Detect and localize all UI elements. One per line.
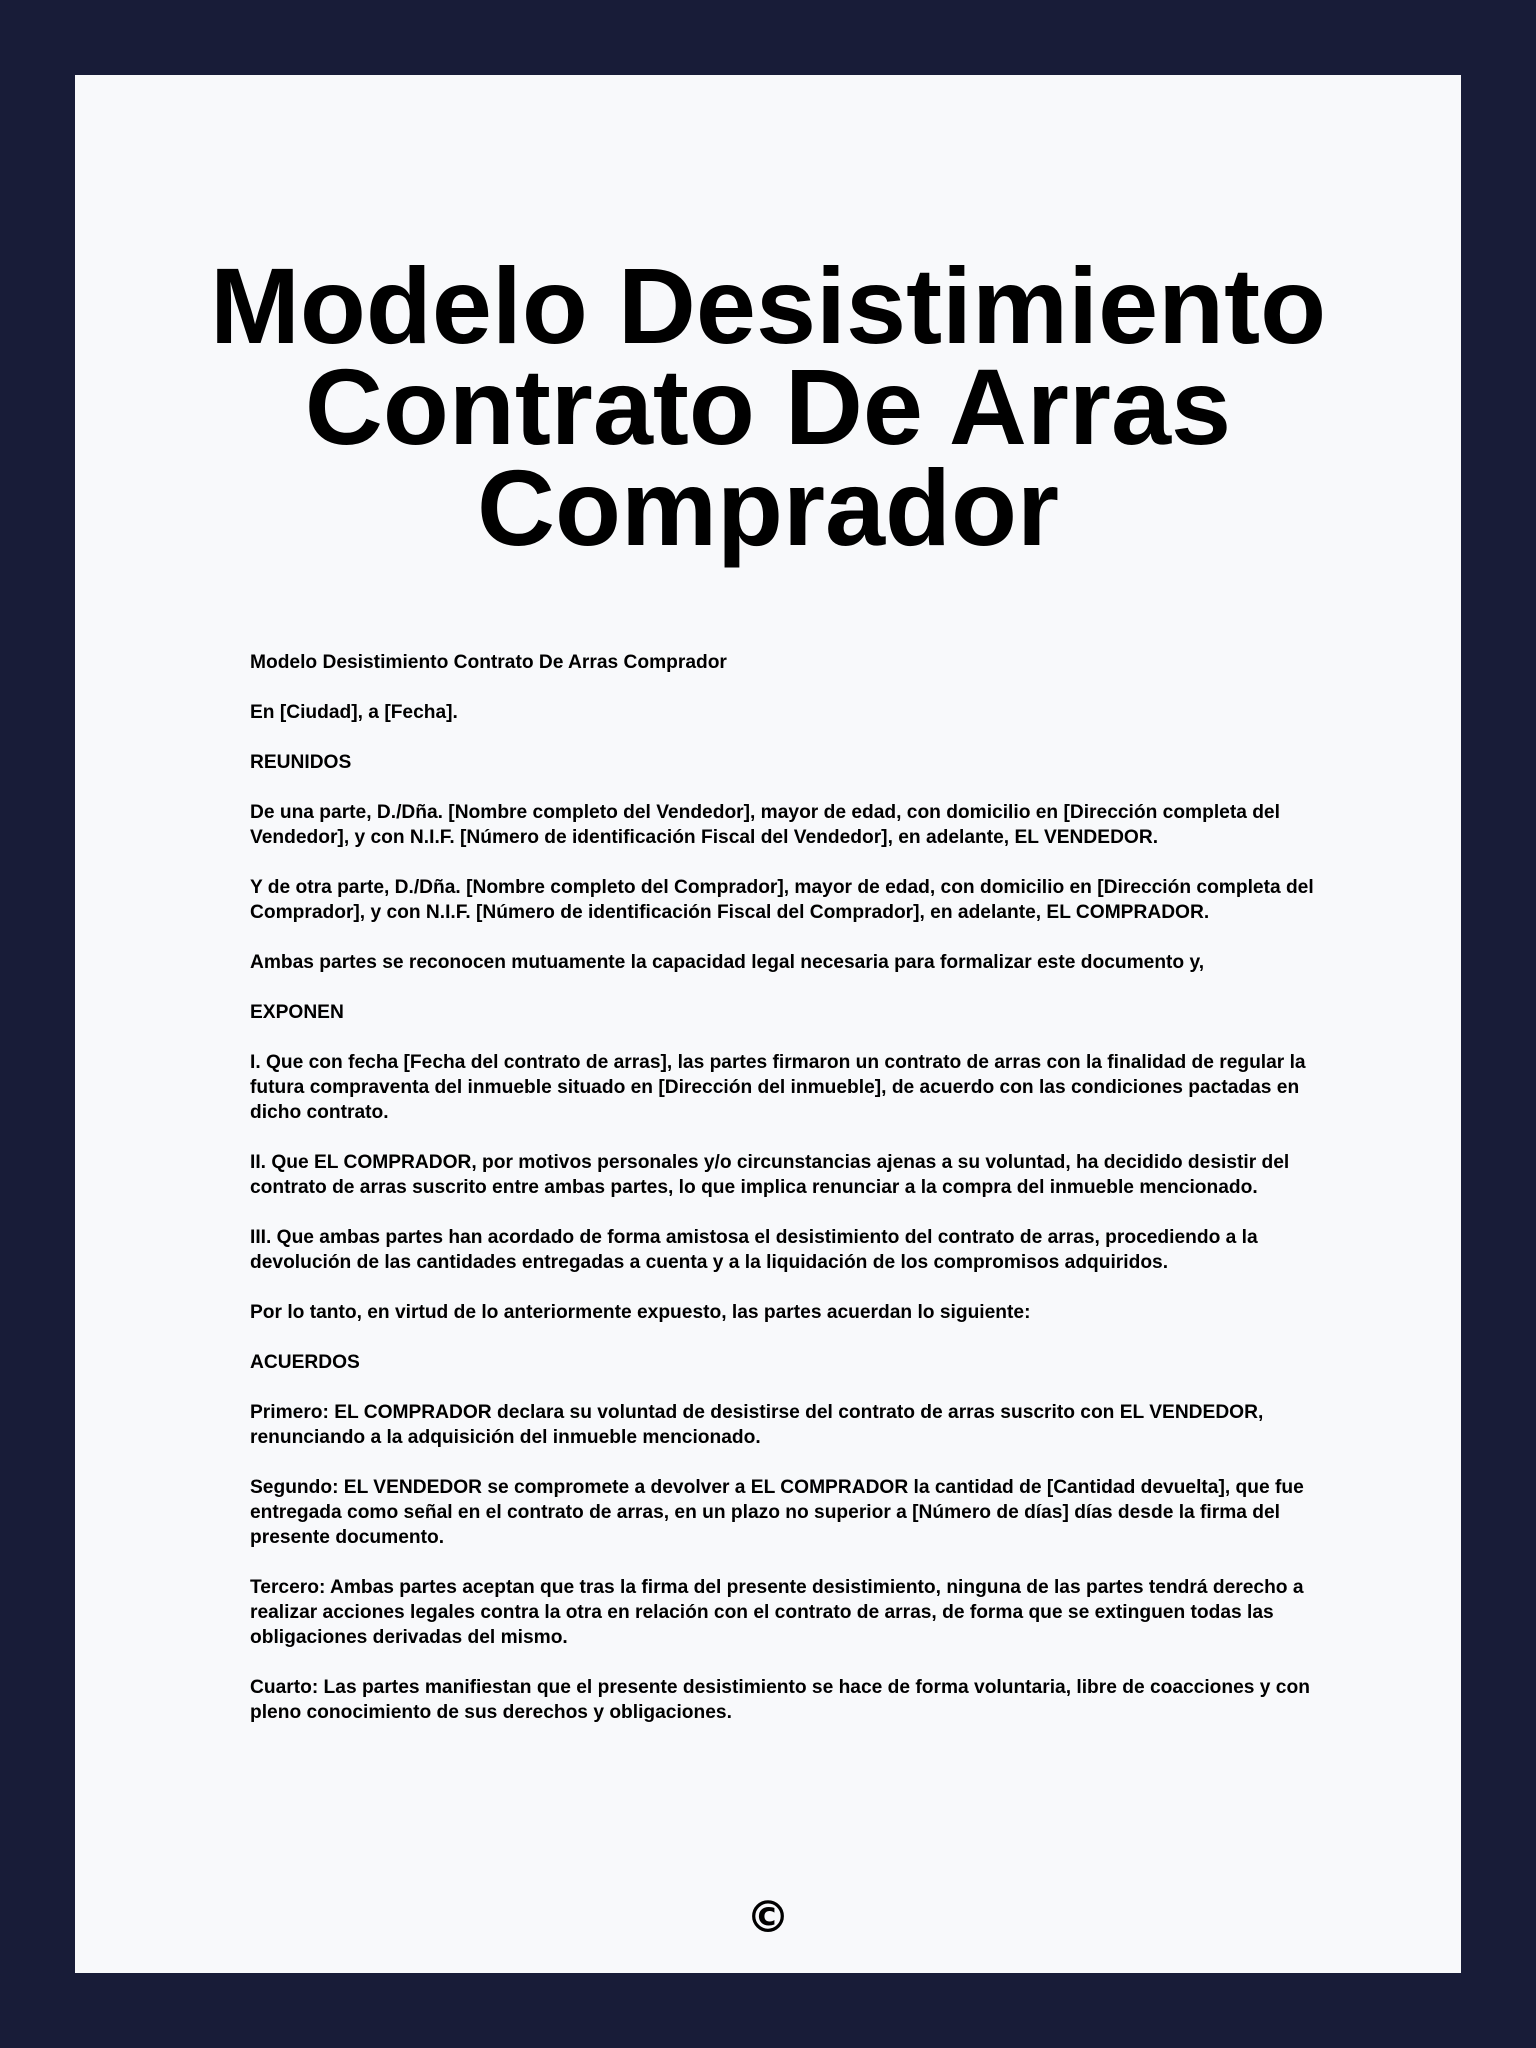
exponen-item-1: I. Que con fecha [Fecha del contrato de arras], las partes firmaron un contrato de arras con la finalidad de regular la futura compraventa del inmueble situado en [Dirección del inmueble], de acuerdo con las condiciones pactadas en dicho contrato. <box>250 1052 1306 1123</box>
body-heading: Modelo Desistimiento Contrato De Arras Comprador <box>250 652 727 673</box>
document-page <box>75 75 1461 1973</box>
document-title: Modelo Desistimiento Contrato De Arras Comprador <box>209 245 1327 568</box>
exponen-item-3: III. Que ambas partes han acordado de forma amistosa el desistimiento del contrato de arras, procediendo a la devolución de las cantidades entregadas a cuenta y a la liquidación de los compromisos adquiridos. <box>250 1227 1258 1273</box>
section-heading-exponen: EXPONEN <box>250 1002 344 1023</box>
copyright-icon: © <box>746 1892 790 1943</box>
document-body <box>250 650 1350 1725</box>
acuerdo-tercero: Tercero: Ambas partes aceptan que tras la firma del presente desistimiento, ninguna de las partes tendrá derecho a realizar acciones legales contra la otra en relación con el contrato de arras, de forma que se extinguen todas las obligaciones derivadas del mismo. <box>250 1577 1304 1648</box>
acuerdo-cuarto: Cuarto: Las partes manifiestan que el presente desistimiento se hace de forma voluntaria, libre de coacciones y con pleno conocimiento de sus derechos y obligaciones. <box>250 1677 1310 1723</box>
exponen-item-2: II. Que EL COMPRADOR, por motivos personales y/o circunstancias ajenas a su voluntad, ha decidido desistir del contrato de arras suscrito entre ambas partes, lo que implica renunciar a la compra del inmueble mencionado. <box>250 1152 1290 1198</box>
capacity-paragraph: Ambas partes se reconocen mutuamente la capacidad legal necesaria para formalizar este documento y, <box>250 952 1205 973</box>
acuerdo-primero: Primero: EL COMPRADOR declara su voluntad de desistirse del contrato de arras suscrito con EL VENDEDOR, renunciando a la adquisición del inmueble mencionado. <box>250 1402 1264 1448</box>
seller-party-paragraph: De una parte, D./Dña. [Nombre completo del Vendedor], mayor de edad, con domicilio en [Dirección completa del Vendedor], y con N.I.F. [Número de identificación Fiscal del Vendedor], en adelante, EL VENDEDOR. <box>250 802 1280 848</box>
place-date-line: En [Ciudad], a [Fecha]. <box>250 702 458 723</box>
agreement-intro-paragraph: Por lo tanto, en virtud de lo anteriormente expuesto, las partes acuerdan lo siguiente: <box>250 1302 1031 1323</box>
section-heading-reunidos: REUNIDOS <box>250 752 352 773</box>
buyer-party-paragraph: Y de otra parte, D./Dña. [Nombre completo del Comprador], mayor de edad, con domicilio en [Dirección completa del Comprador], y con N.I.F. [Número de identificación Fiscal del Comprador], en adelante, EL COMPRADOR. <box>250 877 1314 923</box>
acuerdo-segundo: Segundo: EL VENDEDOR se compromete a devolver a EL COMPRADOR la cantidad de [Cantidad devuelta], que fue entregada como señal en el contrato de arras, en un plazo no superior a [Número de días] días desde la firma del presente documento. <box>250 1477 1304 1548</box>
section-heading-acuerdos: ACUERDOS <box>250 1352 360 1373</box>
